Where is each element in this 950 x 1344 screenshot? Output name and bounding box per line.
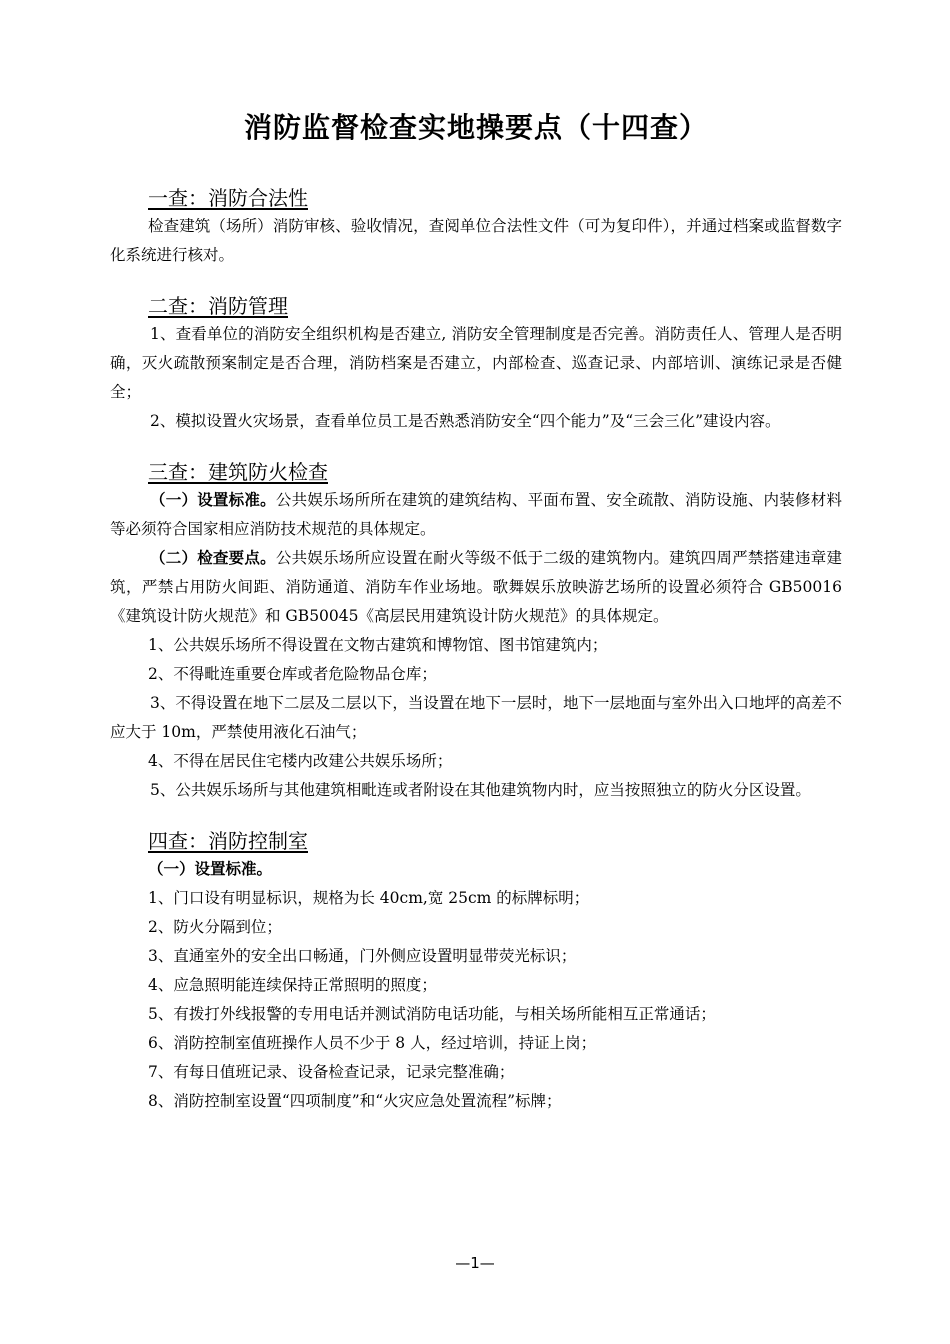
list-item: 1、公共娱乐场所不得设置在文物古建筑和博物馆、图书馆建筑内；	[148, 636, 608, 654]
list-item: 3、不得设置在地下二层及二层以下，当设置在地下一层时，地下一层地面与室外出入口地坪的高差不应大于 10m，严禁使用液化石油气；	[110, 694, 842, 741]
list-item: 1、门口设有明显标识，规格为长 40cm,宽 25cm 的标牌标明；	[148, 889, 590, 907]
page-number: —1—	[455, 1254, 495, 1272]
sub-lead: （二）检查要点。	[150, 549, 276, 567]
list-item: 3、直通室外的安全出口畅通，门外侧应设置明显带荧光标识；	[148, 947, 577, 965]
list-item: 6、消防控制室值班操作人员不少于 8 人，经过培训，持证上岗；	[148, 1034, 597, 1052]
list-item: 2、不得毗连重要仓库或者危险物品仓库；	[148, 665, 437, 683]
paragraph	[110, 544, 842, 631]
list-item: 4、不得在居民住宅楼内改建公共娱乐场所；	[148, 752, 453, 770]
section-legality	[110, 184, 842, 270]
section-heading: 四查：消防控制室	[148, 829, 308, 853]
list-item: 8、消防控制室设置“四项制度”和“火灾应急处置流程”标牌；	[148, 1092, 562, 1110]
section-heading: 二查：消防管理	[148, 294, 288, 318]
section-heading: 一查：消防合法性	[148, 186, 308, 210]
paragraph: 2、模拟设置火灾场景，查看单位员工是否熟悉消防安全“四个能力”及“三会三化”建设内容。	[150, 412, 781, 430]
sub-lead: （一）设置标准。	[150, 491, 276, 509]
sub-lead: （一）设置标准。	[148, 860, 273, 878]
section-heading: 三查：建筑防火检查	[148, 460, 328, 484]
sub-text: 公共娱乐场所应设置在耐火等级不低于二级的建筑物内。建筑四周严禁搭建违章建筑，严禁占用防火间距、消防通道、消防车作业场地。歌舞娱乐放映游艺场所的设置必须符合 GB50016《建筑设计防火规范》和 GB50045《高层民用建筑设计防火规范》的具体规定。	[110, 549, 842, 625]
sub-text: 公共娱乐场所所在建筑的建筑结构、平面布置、安全疏散、消防设施、内装修材料等必须符合国家相应消防技术规范的具体规定。	[110, 491, 842, 538]
list-item: 2、防火分隔到位；	[148, 918, 282, 936]
document-page	[110, 108, 842, 1138]
document-title: 消防监督检查实地操要点（十四查）	[243, 111, 708, 144]
section-management	[110, 292, 842, 436]
list-item: 4、应急照明能连续保持正常照明的照度；	[148, 976, 437, 994]
paragraph: 1、查看单位的消防安全组织机构是否建立, 消防安全管理制度是否完善。消防责任人、管理人是否明确，灭火疏散预案制定是否合理，消防档案是否建立，内部检查、巡查记录、内部培训、演练记录是否健全；	[110, 325, 842, 401]
list-item: 5、有拨打外线报警的专用电话并测试消防电话功能，与相关场所能相互正常通话；	[148, 1005, 716, 1023]
list-item: 5、公共娱乐场所与其他建筑相毗连或者附设在其他建筑物内时，应当按照独立的防火分区设置。	[150, 781, 811, 799]
paragraph: 检查建筑（场所）消防审核、验收情况，查阅单位合法性文件（可为复印件），并通过档案或监督数字化系统进行核对。	[110, 217, 842, 264]
list-item: 7、有每日值班记录、设备检查记录，记录完整准确；	[148, 1063, 515, 1081]
section-building-fire-check	[110, 458, 842, 805]
paragraph	[110, 486, 842, 544]
section-fire-control-room	[110, 827, 842, 1116]
